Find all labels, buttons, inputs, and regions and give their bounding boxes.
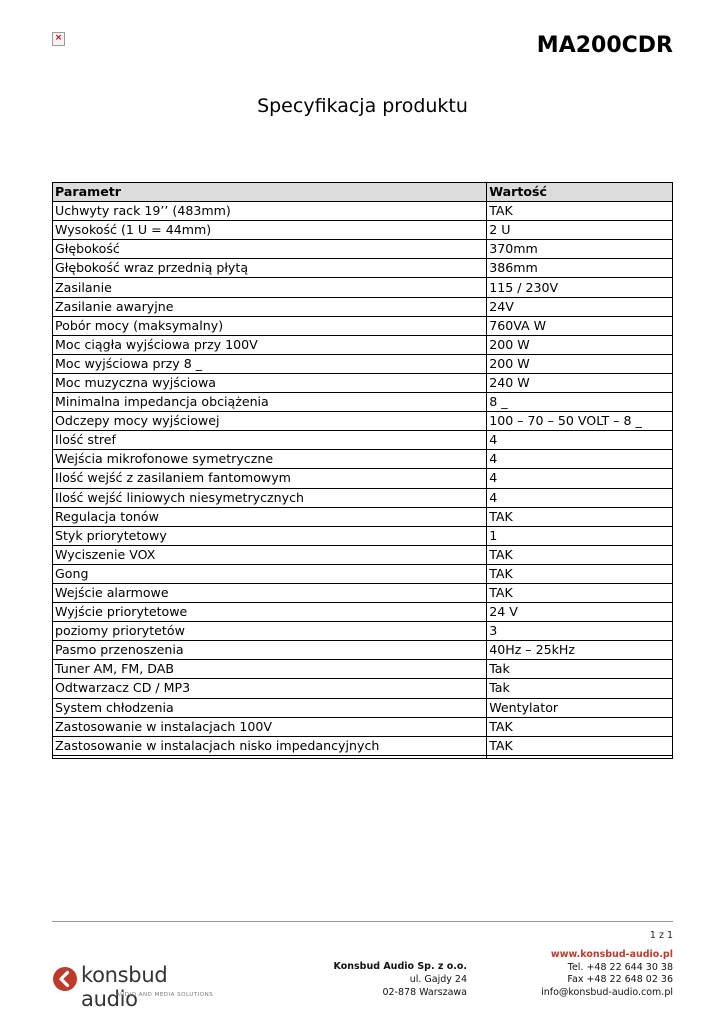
company-city: 02-878 Warszawa: [382, 987, 467, 998]
value-cell: 200 W: [487, 354, 673, 373]
table-row: [53, 545, 673, 564]
company-name: Konsbud Audio Sp. z o.o.: [333, 961, 467, 972]
table-row: [53, 660, 673, 679]
email-link[interactable]: info@konsbud-audio.com.pl: [541, 986, 673, 998]
parameter-cell: Moc wyjściowa przy 8 _: [53, 354, 487, 373]
table-row: [53, 488, 673, 507]
table-row: [53, 679, 673, 698]
website-link[interactable]: www.konsbud-audio.pl: [550, 949, 673, 960]
company-street: ul. Gajdy 24: [409, 974, 467, 985]
parameter-cell: Moc ciągła wyjściowa przy 100V: [53, 335, 487, 354]
table-row: [53, 354, 673, 373]
parameter-cell: Wejścia mikrofonowe symetryczne: [53, 450, 487, 469]
table-row: [53, 450, 673, 469]
parameter-cell: Wyjście priorytetowe: [53, 603, 487, 622]
value-cell: 8 _: [487, 393, 673, 412]
parameter-cell: poziomy priorytetów: [53, 622, 487, 641]
parameter-cell: Regulacja tonów: [53, 507, 487, 526]
column-header-parameter: Parametr: [53, 183, 487, 202]
value-cell: 2 U: [487, 221, 673, 240]
parameter-cell: Pasmo przenoszenia: [53, 641, 487, 660]
table-row: [53, 373, 673, 392]
broken-image-icon: ×: [52, 32, 65, 46]
table-spacer-row: [53, 755, 673, 758]
parameter-cell: Zasilanie: [53, 278, 487, 297]
parameter-cell: Tuner AM, FM, DAB: [53, 660, 487, 679]
parameter-cell: Zastosowanie w instalacjach nisko impedancyjnych: [53, 736, 487, 755]
table-row: [53, 202, 673, 221]
company-logo: [52, 963, 227, 1011]
spacer-cell: [53, 755, 487, 758]
value-cell: 4: [487, 469, 673, 488]
value-cell: 3: [487, 622, 673, 641]
value-cell: 40Hz – 25kHz: [487, 641, 673, 660]
parameter-cell: Styk priorytetowy: [53, 526, 487, 545]
parameter-cell: Zasilanie awaryjne: [53, 297, 487, 316]
parameter-cell: Odtwarzacz CD / MP3: [53, 679, 487, 698]
value-cell: TAK: [487, 717, 673, 736]
table-row: [53, 641, 673, 660]
column-header-value: Wartość: [487, 183, 673, 202]
value-cell: TAK: [487, 507, 673, 526]
value-cell: 370mm: [487, 240, 673, 259]
table-row: [53, 698, 673, 717]
parameter-cell: Minimalna impedancja obciążenia: [53, 393, 487, 412]
table-row: [53, 240, 673, 259]
table-row: [53, 259, 673, 278]
parameter-cell: System chłodzenia: [53, 698, 487, 717]
table-header-row: [53, 183, 673, 202]
page-title: Specyfikacja produktu: [257, 95, 468, 117]
table-row: [53, 221, 673, 240]
value-cell: 115 / 230V: [487, 278, 673, 297]
parameter-cell: Moc muzyczna wyjściowa: [53, 373, 487, 392]
value-cell: TAK: [487, 736, 673, 755]
spec-table: [52, 182, 673, 759]
page-number: 1 z 1: [649, 930, 673, 941]
table-row: [53, 736, 673, 755]
value-cell: 1: [487, 526, 673, 545]
parameter-cell: Ilość stref: [53, 431, 487, 450]
value-cell: TAK: [487, 202, 673, 221]
parameter-cell: Gong: [53, 564, 487, 583]
footer-divider: [52, 921, 673, 922]
parameter-cell: Uchwyty rack 19’’ (483mm): [53, 202, 487, 221]
spacer-cell: [487, 755, 673, 758]
parameter-cell: Wyciszenie VOX: [53, 545, 487, 564]
value-cell: TAK: [487, 545, 673, 564]
table-row: [53, 335, 673, 354]
model-name: MA200CDR: [536, 33, 673, 58]
value-cell: 200 W: [487, 335, 673, 354]
value-cell: 4: [487, 488, 673, 507]
value-cell: Tak: [487, 679, 673, 698]
parameter-cell: Pobór mocy (maksymalny): [53, 316, 487, 335]
value-cell: 24 V: [487, 603, 673, 622]
table-row: [53, 297, 673, 316]
value-cell: 240 W: [487, 373, 673, 392]
company-address: [300, 960, 467, 999]
contact-info: [541, 949, 673, 999]
value-cell: TAK: [487, 583, 673, 602]
table-row: [53, 278, 673, 297]
logo-tagline: AUDIO AND MEDIA SOLUTIONS: [116, 992, 214, 998]
parameter-cell: Głębokość: [53, 240, 487, 259]
table-row: [53, 316, 673, 335]
spec-table-body: [53, 202, 673, 759]
value-cell: 4: [487, 450, 673, 469]
table-row: [53, 469, 673, 488]
parameter-cell: Ilość wejść liniowych niesymetrycznych: [53, 488, 487, 507]
value-cell: 24V: [487, 297, 673, 316]
value-cell: 100 – 70 – 50 VOLT – 8 _: [487, 412, 673, 431]
logo-mark-icon: [52, 966, 78, 992]
logo-wordmark: konsbud audio: [81, 963, 168, 1011]
table-row: [53, 393, 673, 412]
parameter-cell: Wysokość (1 U = 44mm): [53, 221, 487, 240]
parameter-cell: Głębokość wraz przednią płytą: [53, 259, 487, 278]
table-row: [53, 526, 673, 545]
table-row: [53, 603, 673, 622]
value-cell: 760VA W: [487, 316, 673, 335]
table-row: [53, 622, 673, 641]
value-cell: TAK: [487, 564, 673, 583]
parameter-cell: Wejście alarmowe: [53, 583, 487, 602]
parameter-cell: Zastosowanie w instalacjach 100V: [53, 717, 487, 736]
table-row: [53, 583, 673, 602]
value-cell: 4: [487, 431, 673, 450]
parameter-cell: Odczepy mocy wyjściowej: [53, 412, 487, 431]
parameter-cell: Ilość wejść z zasilaniem fantomowym: [53, 469, 487, 488]
fax-number: Fax +48 22 648 02 36: [567, 974, 673, 985]
table-row: [53, 717, 673, 736]
value-cell: Tak: [487, 660, 673, 679]
value-cell: Wentylator: [487, 698, 673, 717]
phone-number: Tel. +48 22 644 30 38: [567, 961, 673, 973]
table-row: [53, 412, 673, 431]
table-row: [53, 564, 673, 583]
table-row: [53, 507, 673, 526]
table-row: [53, 431, 673, 450]
value-cell: 386mm: [487, 259, 673, 278]
